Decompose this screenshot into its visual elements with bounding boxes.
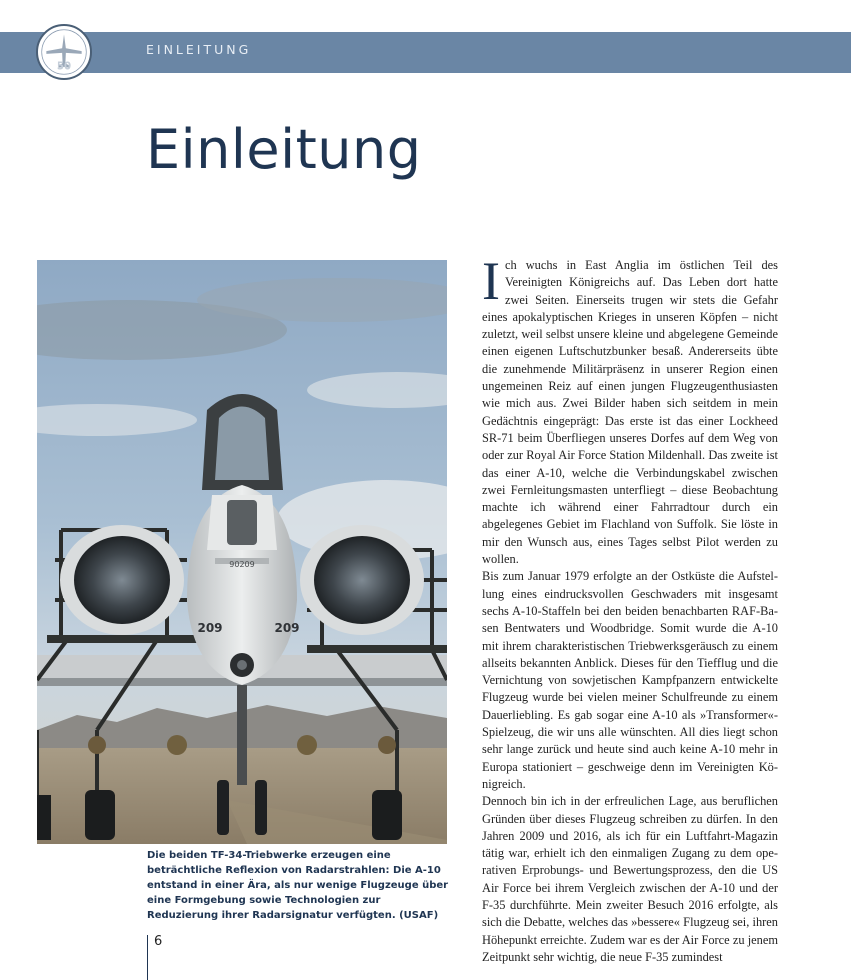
- body-text: [482, 251, 778, 966]
- a10-aircraft-photo: [37, 260, 447, 844]
- svg-text:209: 209: [197, 621, 223, 635]
- page-number: 6: [154, 934, 163, 949]
- svg-text:50: 50: [56, 61, 72, 73]
- paragraph: Dennoch bin ich in der erfreulichen Lage, aus beruflichen Gründen über dieses Flugzeug schreiben zu dürfen. In den Jahren 2009 und 2016, als ich für ein Luftfahrt-Magazin tätig war, erhielt ich den einmaligen Zugang zu dem operativen Erprobungs- und Bewertungsprozess, den die US Air Force bei ihrem Vergleich zwischen der A-10 und der F-35 durchführte. Mein zweiter Besuch 2016 erfolgte, als sich die Debatte, welches das »bessere« Flugzeug sei, ihren Höhepunkt erreichte. Zudem war es der Air Force zu jenem Zeitpunkt sehr wichtig, die neue F-35 zumindest: [482, 794, 778, 964]
- page-title: Einleitung: [146, 118, 422, 181]
- paragraph: [482, 251, 778, 568]
- svg-text:209: 209: [274, 621, 300, 635]
- paragraph-text: ch wuchs in East Anglia im östlichen Teil des Vereinigten Königreichs auf. Das Leben dort hatte zwei Seiten. Einerseits trugen wir stets die Gefahr eines apokalyptischen Krieges in unseren Köpfen – nicht zuletzt, weil selbst unsere kleine und abgelegene Gemeinde einen eigenen Luftschutzbunker besaß. Andererseits übte die zunehmende Militärpräsenz in unserer Region einen ungemeinen Reiz auf einen jungen Flugzeugenthusiasten wie mich aus. Zwei Bilder haben sich seitdem in mein Gedächtnis eingeprägt: Das erste ist das einer Lockheed SR-71 beim Überfliegen unseres Dorfes auf dem Weg von oder zur Royal Air Force Station Mildenhall. Das zweite ist das einer A-10, welche die Verbindungskabel zwischen zwei Fernleitungsmasten unterfliegt – diese Beobachtung machte ich während einer Fahrradtour durch ein abgelegenes Gebiet im Flachland von Suffolk. Sie löste in mir den Wunsch aus, eines Tages selbst Pilot werden zu wollen.: [482, 258, 778, 567]
- anniversary-badge-icon: [36, 24, 92, 80]
- paragraph: Bis zum Januar 1979 erfolgte an der Ostküste die Aufstellung eines eindrucksvollen Geschwaders mit insgesamt sechs A-10-Staffeln bei den beiden benachbarten RAF-Basen Bentwaters und Woodbridge. Somit wurde die A-10 mit ihrem charakteristischen Triebwerksgeräusch zu einem allseits bekannten Anblick. Dieses für den Tiefflug und die Vernichtung von sowjetischen Kampfpanzern entwickelte Flugzeug wurde bei vielen meiner Schulfreunde zu einem Dauerliebling. Es gab sogar eine A-10 als »Transformer«-Spielzeug, die wir uns alle wünschten. All dies liegt schon sehr lange zurück und heute sind auch keine A-10 mehr in Europa stationiert – geschweige denn im Vereinigten Königreich.: [482, 569, 778, 791]
- section-label: EINLEITUNG: [146, 42, 252, 57]
- header-band: [0, 32, 851, 73]
- svg-text:90209: 90209: [229, 560, 255, 569]
- drop-cap: I: [482, 251, 500, 311]
- photo-caption: Die beiden TF-34-Triebwerke erzeugen eine beträchtliche Reflexion von Radarstrahlen: Die A-10 entstand in einer Ära, als nur wenige Flugzeuge über eine Formgebung sowie Technologien zur Reduzierung ihrer Radarsignatur verfügten. (USAF): [147, 850, 449, 921]
- folio-rule: [147, 935, 148, 980]
